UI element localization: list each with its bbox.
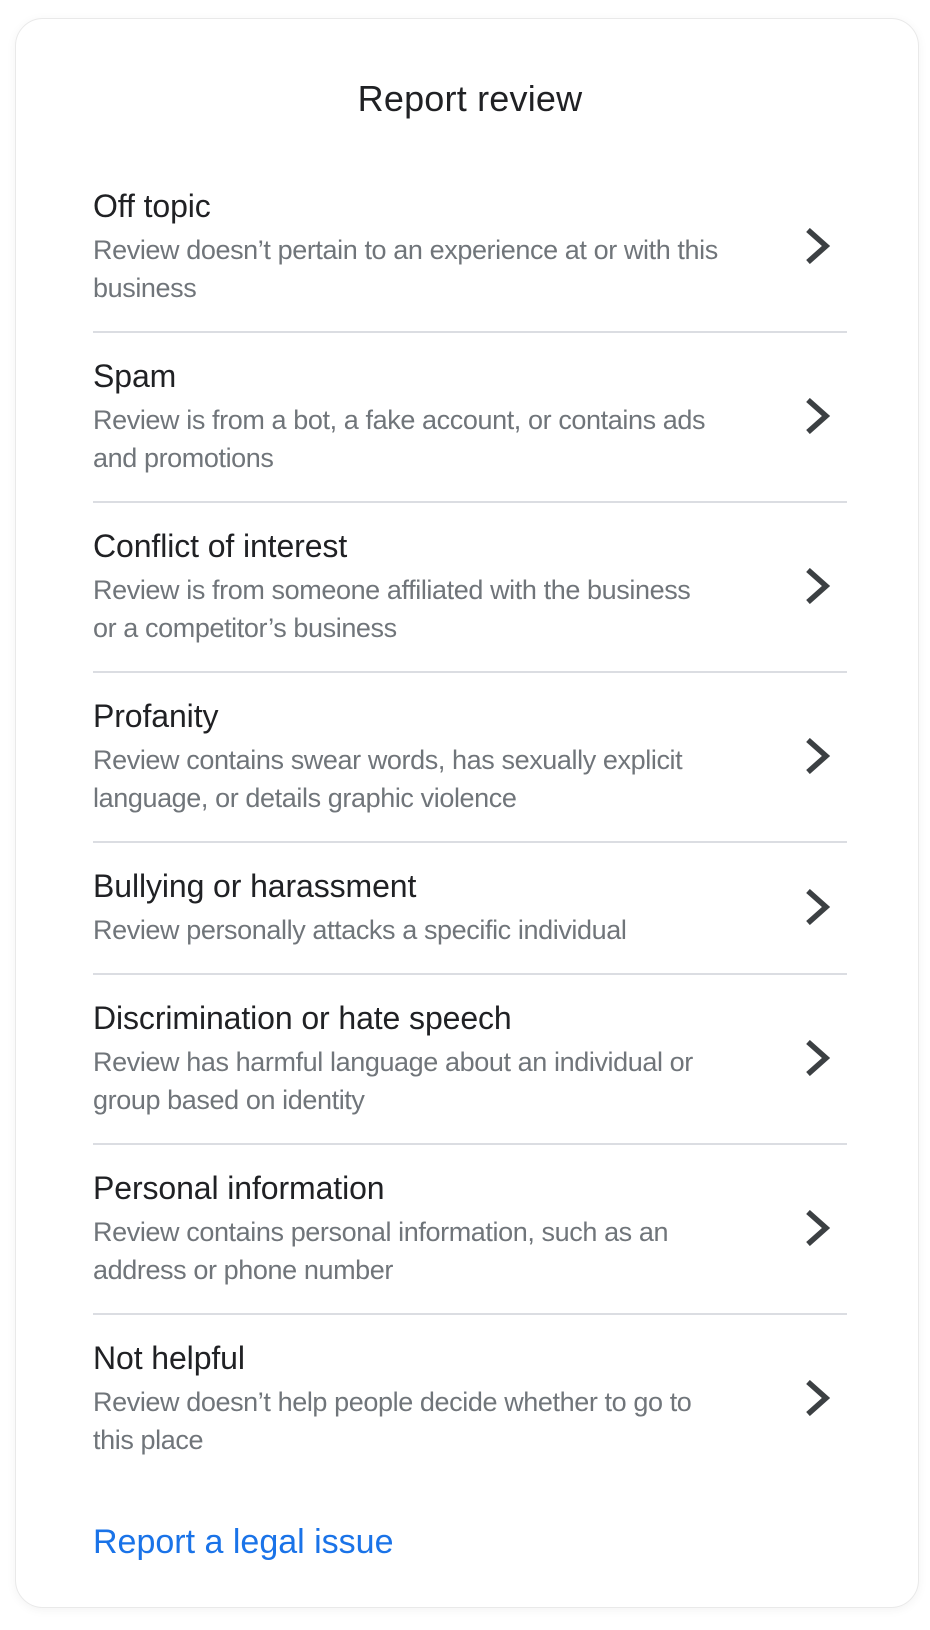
reason-description-line: this place xyxy=(93,1425,204,1455)
reason-description-line: Review contains swear words, has sexually explicit xyxy=(93,745,683,775)
reason-description-line: address or phone number xyxy=(93,1255,393,1285)
reason-description xyxy=(93,1383,779,1459)
report-reason-list xyxy=(93,163,847,1483)
reason-description-line: business xyxy=(93,273,197,303)
reason-title: Personal information xyxy=(93,1170,385,1206)
reason-description xyxy=(93,231,779,307)
reason-row-discrimination-or-hate-speech[interactable] xyxy=(93,975,847,1143)
reason-description-line: and promotions xyxy=(93,443,274,473)
reason-title: Bullying or harassment xyxy=(93,868,417,904)
reason-description-line: or a competitor’s business xyxy=(93,613,397,643)
chevron-right-icon xyxy=(799,398,835,434)
chevron-right-icon xyxy=(799,738,835,774)
reason-description xyxy=(93,401,779,477)
chevron-right-icon xyxy=(799,1040,835,1076)
reason-row-bullying-or-harassment[interactable] xyxy=(93,843,847,973)
reason-description xyxy=(93,1213,779,1289)
reason-row-profanity[interactable] xyxy=(93,673,847,841)
report-legal-issue-link[interactable]: Report a legal issue xyxy=(93,1523,394,1561)
reason-title: Spam xyxy=(93,358,177,394)
reason-description-line: Review doesn’t pertain to an experience at or with this xyxy=(93,235,718,265)
reason-description-line: Review doesn’t help people decide whether to go to xyxy=(93,1387,692,1417)
dialog-title: Report review xyxy=(357,78,583,119)
reason-title: Discrimination or hate speech xyxy=(93,1000,512,1036)
reason-description-line: Review contains personal information, such as an xyxy=(93,1217,669,1247)
chevron-right-icon xyxy=(799,1380,835,1416)
reason-title: Not helpful xyxy=(93,1340,245,1376)
reason-row-off-topic[interactable] xyxy=(93,163,847,331)
reason-description xyxy=(93,571,779,647)
reason-description xyxy=(93,911,779,949)
reason-row-not-helpful[interactable] xyxy=(93,1315,847,1483)
chevron-right-icon xyxy=(799,568,835,604)
reason-row-personal-information[interactable] xyxy=(93,1145,847,1313)
reason-description-line: Review is from someone affiliated with the business xyxy=(93,575,691,605)
reason-title: Off topic xyxy=(93,188,211,224)
reason-title: Conflict of interest xyxy=(93,528,348,564)
reason-title: Profanity xyxy=(93,698,219,734)
reason-description-line: Review has harmful language about an individual or xyxy=(93,1047,693,1077)
reason-description xyxy=(93,1043,779,1119)
reason-description-line: group based on identity xyxy=(93,1085,365,1115)
reason-description-line: language, or details graphic violence xyxy=(93,783,517,813)
chevron-right-icon xyxy=(799,1210,835,1246)
reason-description xyxy=(93,741,779,817)
reason-description-line: Review personally attacks a specific individual xyxy=(93,915,627,945)
chevron-right-icon xyxy=(799,228,835,264)
reason-description-line: Review is from a bot, a fake account, or contains ads xyxy=(93,405,706,435)
reason-row-conflict-of-interest[interactable] xyxy=(93,503,847,671)
report-review-dialog xyxy=(15,18,919,1608)
reason-row-spam[interactable] xyxy=(93,333,847,501)
chevron-right-icon xyxy=(799,889,835,925)
